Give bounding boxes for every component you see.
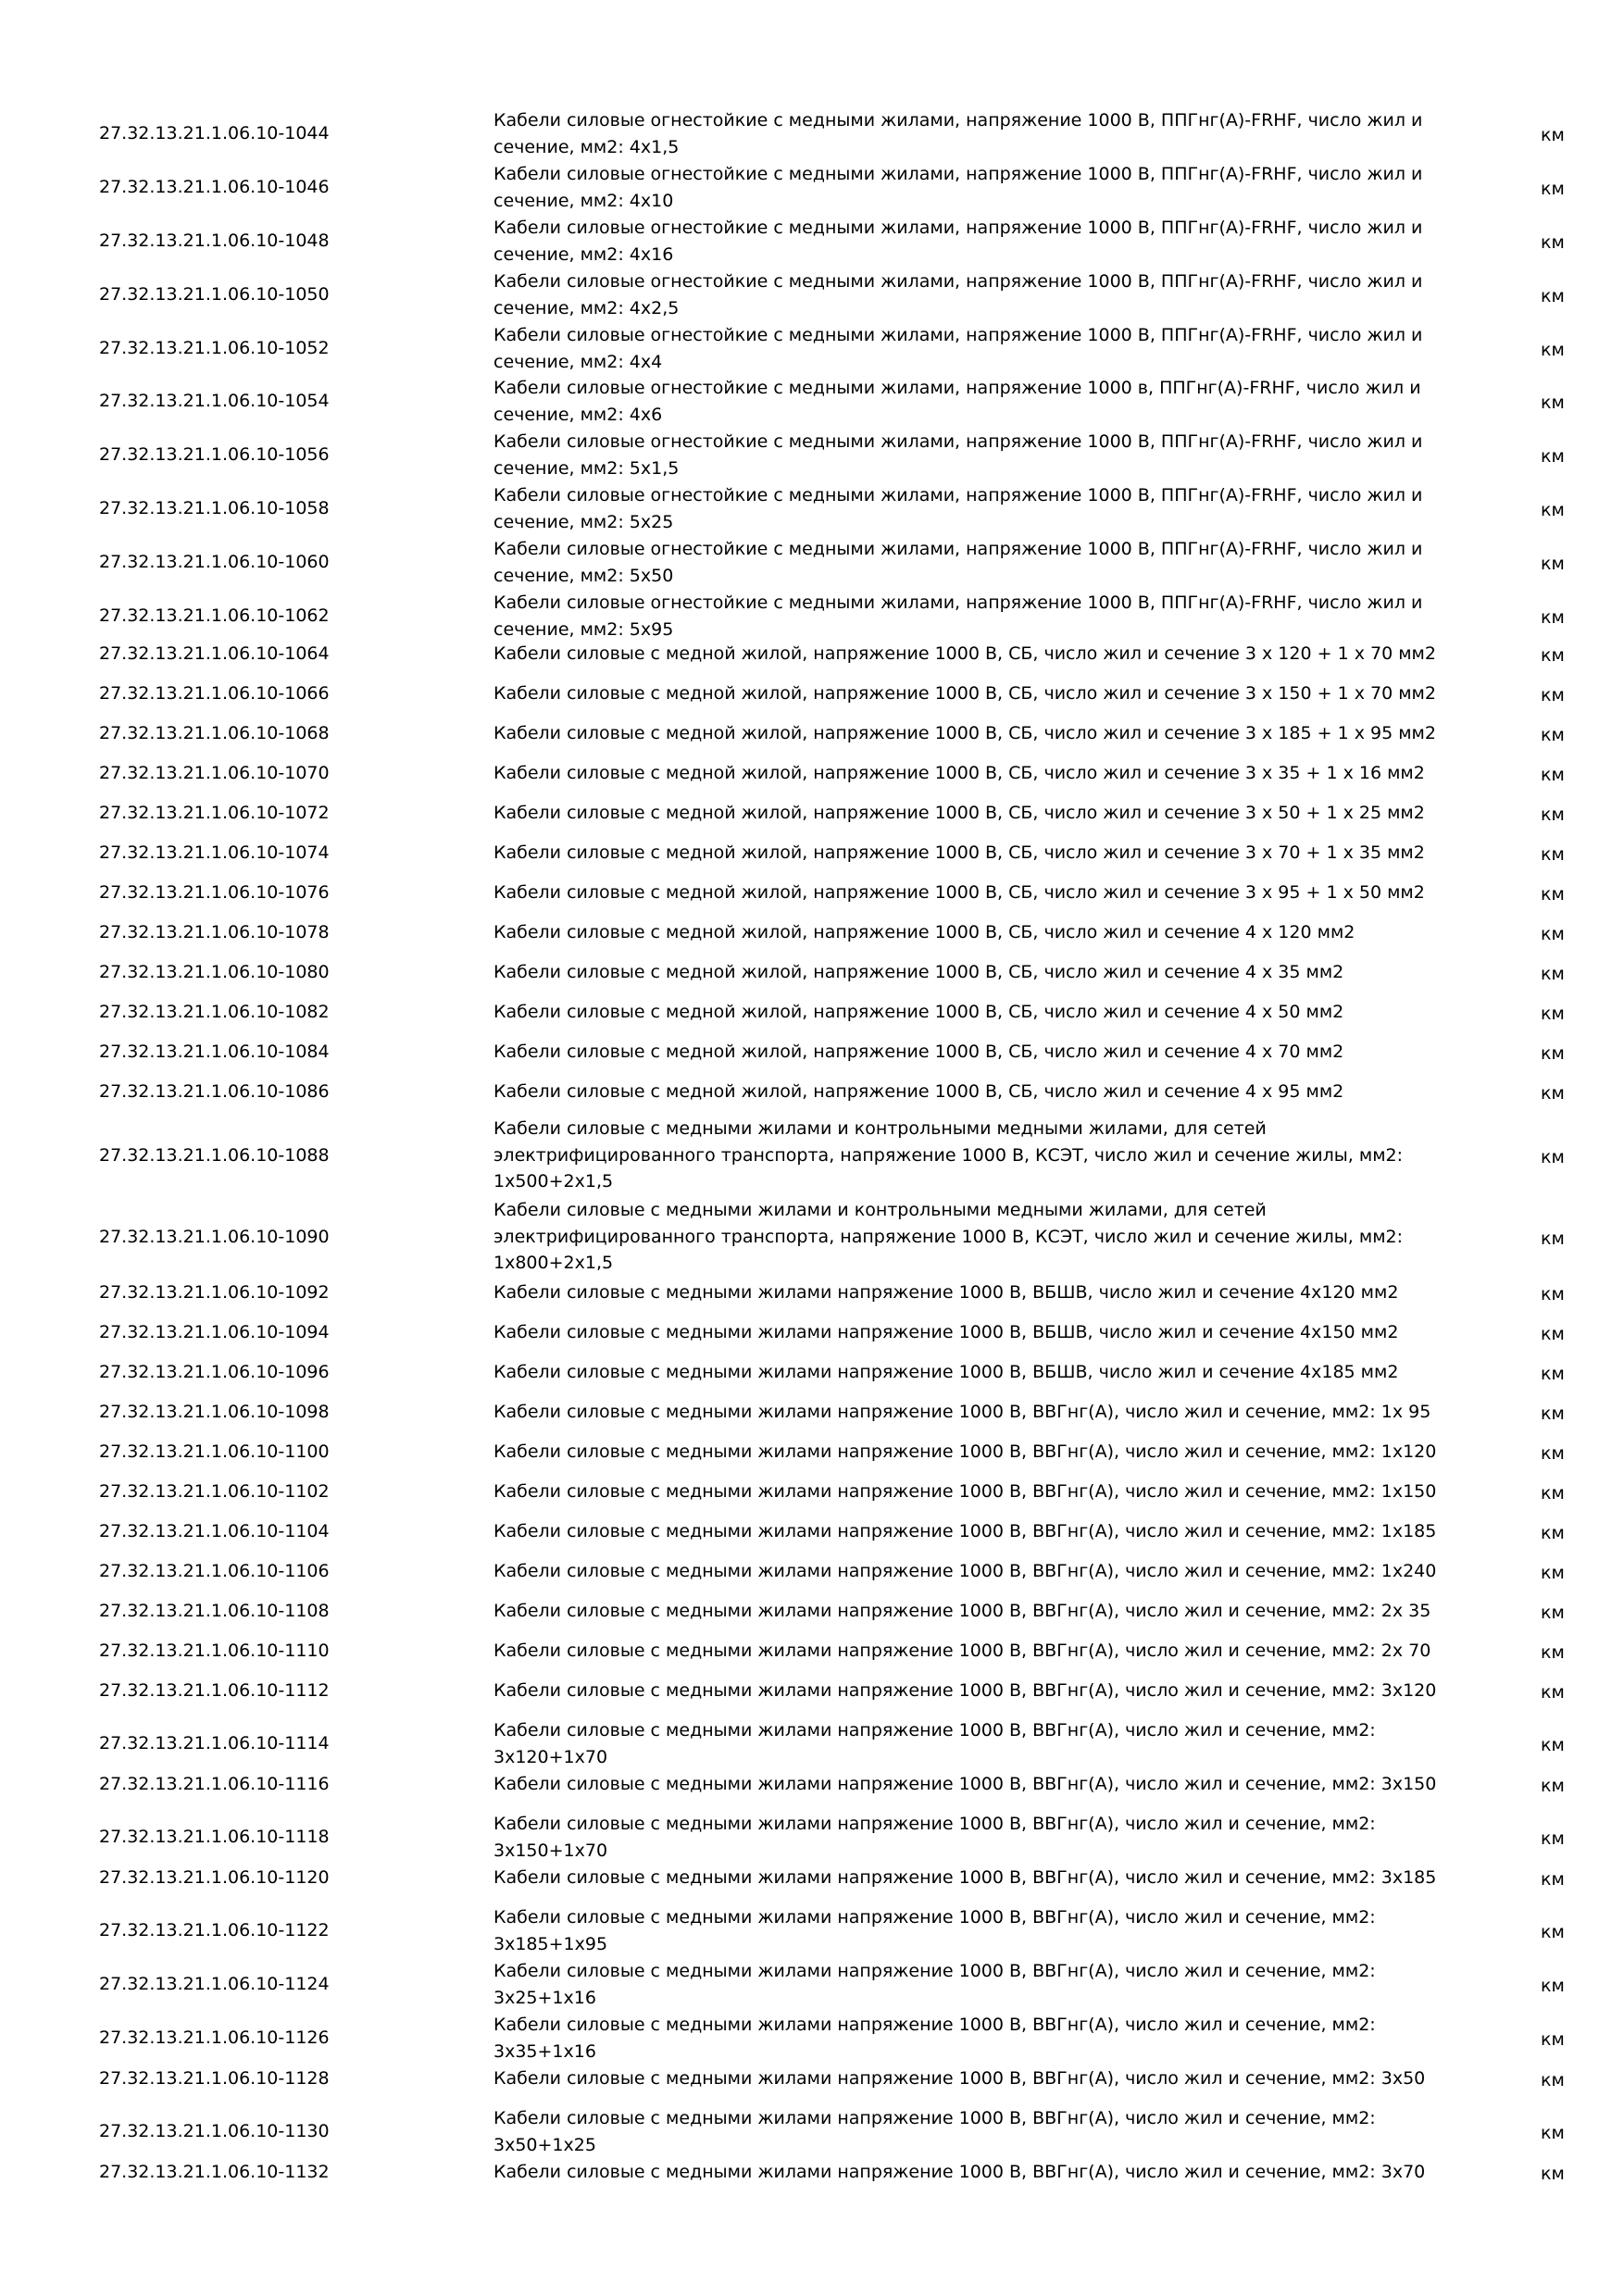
item-description: Кабели силовые с медной жилой, напряжение 1000 В, СБ, число жил и сечение 4 х 50 мм2 bbox=[493, 1002, 1344, 1022]
item-code: 27.32.13.21.1.06.10-1132 bbox=[99, 2162, 330, 2182]
table-row bbox=[0, 680, 1624, 707]
item-code: 27.32.13.21.1.06.10-1090 bbox=[99, 1226, 330, 1247]
item-unit: км bbox=[1541, 1735, 1565, 1756]
table-row bbox=[0, 1197, 1624, 1277]
table-row bbox=[0, 2159, 1624, 2186]
item-unit: км bbox=[1541, 1324, 1565, 1344]
item-code: 27.32.13.21.1.06.10-1100 bbox=[99, 1441, 330, 1462]
item-unit: км bbox=[1541, 1828, 1565, 1850]
table-row bbox=[0, 959, 1624, 986]
item-unit: км bbox=[1541, 685, 1565, 705]
table-row bbox=[0, 880, 1624, 906]
item-code: 27.32.13.21.1.06.10-1104 bbox=[99, 1521, 330, 1541]
item-unit: км bbox=[1541, 1483, 1565, 1504]
item-code: 27.32.13.21.1.06.10-1086 bbox=[99, 1081, 330, 1102]
item-description: Кабели силовые с медными жилами напряжение 1000 В, ВВГнг(А), число жил и сечение, мм2: 3х185+1х95 bbox=[493, 1907, 1376, 1954]
item-unit: км bbox=[1541, 1404, 1565, 1424]
item-unit: км bbox=[1541, 500, 1565, 521]
table-row bbox=[0, 375, 1624, 428]
item-unit: км bbox=[1541, 1642, 1565, 1663]
item-description: Кабели силовые с медной жилой, напряжение 1000 В, СБ, число жил и сечение 3 х 70 + 1 х 35 мм2 bbox=[493, 842, 1425, 863]
item-code: 27.32.13.21.1.06.10-1118 bbox=[99, 1827, 330, 1848]
table-row bbox=[0, 322, 1624, 375]
item-unit: км bbox=[1541, 1603, 1565, 1623]
item-description: Кабели силовые огнестойкие с медными жилами, напряжение 1000 В, ППГнг(А)-FRHF, число жил и сечение, мм2: 4х16 bbox=[493, 218, 1423, 265]
item-description: Кабели силовые с медной жилой, напряжение 1000 В, СБ, число жил и сечение 3 х 50 + 1 х 25 мм2 bbox=[493, 803, 1425, 823]
item-unit: км bbox=[1541, 2123, 1565, 2144]
item-code: 27.32.13.21.1.06.10-1056 bbox=[99, 444, 330, 466]
item-description: Кабели силовые с медными жилами напряжение 1000 В, ВВГнг(А), число жил и сечение, мм2: 3х120+1х70 bbox=[493, 1720, 1376, 1767]
item-description: Кабели силовые с медными жилами и контрольными медными жилами, для сетей электрифицированного транспорта, напряжение 1000 В, КСЭТ, число жил и сечение жилы, мм2: 1х500+2х1,5 bbox=[493, 1118, 1404, 1192]
item-code: 27.32.13.21.1.06.10-1068 bbox=[99, 723, 330, 743]
item-description: Кабели силовые огнестойкие с медными жилами, напряжение 1000 В, ППГнг(А)-FRHF, число жил и сечение, мм2: 5х25 bbox=[493, 485, 1423, 532]
item-description: Кабели силовые с медными жилами напряжение 1000 В, ВВГнг(А), число жил и сечение, мм2: 1х185 bbox=[493, 1521, 1437, 1541]
item-description: Кабели силовые с медными жилами напряжение 1000 В, ВВГнг(А), число жил и сечение, мм2: 2х 70 bbox=[493, 1641, 1431, 1661]
table-row bbox=[0, 1771, 1624, 1798]
table-row bbox=[0, 107, 1624, 160]
item-code: 27.32.13.21.1.06.10-1092 bbox=[99, 1282, 330, 1303]
item-code: 27.32.13.21.1.06.10-1108 bbox=[99, 1601, 330, 1621]
item-unit: км bbox=[1541, 1976, 1565, 1997]
item-unit: км bbox=[1541, 964, 1565, 984]
item-description: Кабели силовые с медными жилами напряжение 1000 В, ВВГнг(А), число жил и сечение, мм2: 3х150+1х70 bbox=[493, 1814, 1376, 1861]
table-row bbox=[0, 1638, 1624, 1665]
item-description: Кабели силовые огнестойкие с медными жилами, напряжение 1000 В, ППГнг(А)-FRHF, число жил и сечение, мм2: 4х10 bbox=[493, 164, 1423, 211]
item-code: 27.32.13.21.1.06.10-1096 bbox=[99, 1362, 330, 1382]
item-unit: км bbox=[1541, 2164, 1565, 2184]
item-code: 27.32.13.21.1.06.10-1130 bbox=[99, 2121, 330, 2142]
table-row bbox=[0, 1479, 1624, 1505]
item-code: 27.32.13.21.1.06.10-1110 bbox=[99, 1641, 330, 1661]
item-description: Кабели силовые с медной жилой, напряжение 1000 В, СБ, число жил и сечение 3 х 150 + 1 х 70 мм2 bbox=[493, 683, 1436, 704]
table-row bbox=[0, 2012, 1624, 2065]
table-row bbox=[0, 429, 1624, 481]
table-row bbox=[0, 1359, 1624, 1386]
item-description: Кабели силовые огнестойкие с медными жилами, напряжение 1000 В, ППГнг(А)-FRHF, число жил и сечение, мм2: 4х2,5 bbox=[493, 271, 1423, 318]
item-code: 27.32.13.21.1.06.10-1070 bbox=[99, 763, 330, 783]
item-unit: км bbox=[1541, 340, 1565, 361]
item-code: 27.32.13.21.1.06.10-1116 bbox=[99, 1774, 330, 1794]
item-description: Кабели силовые с медной жилой, напряжение 1000 В, СБ, число жил и сечение 4 х 120 мм2 bbox=[493, 922, 1355, 942]
item-code: 27.32.13.21.1.06.10-1098 bbox=[99, 1402, 330, 1422]
item-description: Кабели силовые огнестойкие с медными жилами, напряжение 1000 В, ППГнг(А)-FRHF, число жил и сечение, мм2: 5х1,5 bbox=[493, 431, 1423, 479]
item-unit: км bbox=[1541, 1563, 1565, 1583]
table-row bbox=[0, 760, 1624, 787]
item-description: Кабели силовые с медными жилами и контрольными медными жилами, для сетей электрифицированного транспорта, напряжение 1000 В, КСЭТ, число жил и сечение жилы, мм2: 1х800+2х1,5 bbox=[493, 1200, 1404, 1273]
item-description: Кабели силовые с медными жилами напряжение 1000 В, ВВГнг(А), число жил и сечение, мм2: 2х 35 bbox=[493, 1601, 1431, 1621]
item-code: 27.32.13.21.1.06.10-1078 bbox=[99, 922, 330, 942]
item-code: 27.32.13.21.1.06.10-1082 bbox=[99, 1002, 330, 1022]
item-description: Кабели силовые с медной жилой, напряжение 1000 В, СБ, число жил и сечение 3 х 185 + 1 х 95 мм2 bbox=[493, 723, 1436, 743]
item-unit: км bbox=[1541, 844, 1565, 865]
item-code: 27.32.13.21.1.06.10-1072 bbox=[99, 803, 330, 823]
item-code: 27.32.13.21.1.06.10-1058 bbox=[99, 498, 330, 519]
item-unit: км bbox=[1541, 232, 1565, 254]
item-unit: км bbox=[1541, 725, 1565, 745]
item-code: 27.32.13.21.1.06.10-1074 bbox=[99, 842, 330, 863]
table-row bbox=[0, 1678, 1624, 1704]
item-description: Кабели силовые с медными жилами напряжение 1000 В, ВБШВ, число жил и сечение 4х150 мм2 bbox=[493, 1322, 1399, 1342]
item-description: Кабели силовые огнестойкие с медными жилами, напряжение 1000 В, ППГнг(А)-FRHF, число жил и сечение, мм2: 4х4 bbox=[493, 325, 1423, 372]
item-description: Кабели силовые огнестойкие с медными жилами, напряжение 1000 В, ППГнг(А)-FRHF, число жил и сечение, мм2: 4х1,5 bbox=[493, 110, 1423, 157]
item-unit: км bbox=[1541, 179, 1565, 200]
item-code: 27.32.13.21.1.06.10-1050 bbox=[99, 284, 330, 306]
item-unit: км bbox=[1541, 125, 1565, 146]
item-code: 27.32.13.21.1.06.10-1084 bbox=[99, 1042, 330, 1062]
item-code: 27.32.13.21.1.06.10-1122 bbox=[99, 1920, 330, 1941]
item-unit: км bbox=[1541, 607, 1565, 629]
item-unit: км bbox=[1541, 645, 1565, 666]
item-unit: км bbox=[1541, 1922, 1565, 1943]
item-code: 27.32.13.21.1.06.10-1062 bbox=[99, 605, 330, 627]
table-row bbox=[0, 1717, 1624, 1770]
table-row bbox=[0, 2105, 1624, 2158]
table-row bbox=[0, 1319, 1624, 1346]
item-code: 27.32.13.21.1.06.10-1088 bbox=[99, 1144, 330, 1166]
item-unit: км bbox=[1541, 1284, 1565, 1304]
item-unit: км bbox=[1541, 1682, 1565, 1703]
table-row bbox=[0, 1598, 1624, 1625]
table-row bbox=[0, 840, 1624, 867]
item-description: Кабели силовые с медными жилами напряжение 1000 В, ВВГнг(А), число жил и сечение, мм2: 3х50 bbox=[493, 2068, 1426, 2089]
item-unit: км bbox=[1541, 1776, 1565, 1796]
table-row bbox=[0, 161, 1624, 214]
item-description: Кабели силовые с медной жилой, напряжение 1000 В, СБ, число жил и сечение 3 х 35 + 1 х 16 мм2 bbox=[493, 763, 1425, 783]
table-row bbox=[0, 2065, 1624, 2092]
item-code: 27.32.13.21.1.06.10-1126 bbox=[99, 2028, 330, 2049]
item-description: Кабели силовые с медными жилами напряжение 1000 В, ВВГнг(А), число жил и сечение, мм2: 3х25+1х16 bbox=[493, 1961, 1376, 2008]
item-unit: км bbox=[1541, 924, 1565, 944]
item-code: 27.32.13.21.1.06.10-1114 bbox=[99, 1733, 330, 1754]
item-code: 27.32.13.21.1.06.10-1094 bbox=[99, 1322, 330, 1342]
table-row bbox=[0, 1958, 1624, 2011]
table-row bbox=[0, 1039, 1624, 1066]
item-unit: км bbox=[1541, 1869, 1565, 1890]
item-description: Кабели силовые огнестойкие с медными жилами, напряжение 1000 В, ППГнг(А)-FRHF, число жил и сечение, мм2: 5х50 bbox=[493, 539, 1423, 586]
table-row bbox=[0, 590, 1624, 643]
item-unit: км bbox=[1541, 2029, 1565, 2051]
item-description: Кабели силовые с медной жилой, напряжение 1000 В, СБ, число жил и сечение 3 х 120 + 1 х 70 мм2 bbox=[493, 643, 1436, 664]
item-description: Кабели силовые с медными жилами напряжение 1000 В, ВВГнг(А), число жил и сечение, мм2: 1х150 bbox=[493, 1481, 1437, 1502]
item-unit: км bbox=[1541, 446, 1565, 468]
item-unit: км bbox=[1541, 1228, 1565, 1249]
item-unit: км bbox=[1541, 1004, 1565, 1024]
item-unit: км bbox=[1541, 765, 1565, 785]
item-description: Кабели силовые с медными жилами напряжение 1000 В, ВВГнг(А), число жил и сечение, мм2: 3х150 bbox=[493, 1774, 1437, 1794]
table-row bbox=[0, 720, 1624, 747]
item-code: 27.32.13.21.1.06.10-1076 bbox=[99, 882, 330, 903]
item-unit: км bbox=[1541, 884, 1565, 905]
table-row bbox=[0, 482, 1624, 535]
table-row bbox=[0, 800, 1624, 827]
item-description: Кабели силовые с медными жилами напряжение 1000 В, ВВГнг(А), число жил и сечение, мм2: 3х185 bbox=[493, 1867, 1437, 1888]
item-unit: км bbox=[1541, 2070, 1565, 2090]
table-row bbox=[0, 1439, 1624, 1466]
table-row bbox=[0, 1079, 1624, 1105]
item-description: Кабели силовые с медными жилами напряжение 1000 В, ВВГнг(А), число жил и сечение, мм2: 3х120 bbox=[493, 1680, 1437, 1701]
item-description: Кабели силовые с медными жилами напряжение 1000 В, ВБШВ, число жил и сечение 4х185 мм2 bbox=[493, 1362, 1399, 1382]
item-unit: км bbox=[1541, 1146, 1565, 1167]
table-row bbox=[0, 919, 1624, 946]
item-code: 27.32.13.21.1.06.10-1044 bbox=[99, 123, 330, 144]
item-code: 27.32.13.21.1.06.10-1064 bbox=[99, 643, 330, 664]
item-description: Кабели силовые с медными жилами напряжение 1000 В, ВВГнг(А), число жил и сечение, мм2: 3х50+1х25 bbox=[493, 2108, 1376, 2155]
item-description: Кабели силовые с медной жилой, напряжение 1000 В, СБ, число жил и сечение 4 х 35 мм2 bbox=[493, 962, 1344, 982]
item-code: 27.32.13.21.1.06.10-1066 bbox=[99, 683, 330, 704]
item-code: 27.32.13.21.1.06.10-1054 bbox=[99, 391, 330, 412]
table-row bbox=[0, 1279, 1624, 1306]
item-code: 27.32.13.21.1.06.10-1052 bbox=[99, 338, 330, 359]
table-row bbox=[0, 1116, 1624, 1195]
item-description: Кабели силовые с медными жилами напряжение 1000 В, ВВГнг(А), число жил и сечение, мм2: 1х240 bbox=[493, 1561, 1437, 1581]
item-unit: км bbox=[1541, 1364, 1565, 1384]
table-row bbox=[0, 1811, 1624, 1864]
item-code: 27.32.13.21.1.06.10-1128 bbox=[99, 2068, 330, 2089]
item-description: Кабели силовые огнестойкие с медными жилами, напряжение 1000 в, ППГнг(А)-FRHF, число жил и сечение, мм2: 4х6 bbox=[493, 378, 1421, 425]
item-code: 27.32.13.21.1.06.10-1046 bbox=[99, 177, 330, 198]
table-row bbox=[0, 1904, 1624, 1957]
table-row bbox=[0, 268, 1624, 321]
item-unit: км bbox=[1541, 805, 1565, 825]
table-row bbox=[0, 999, 1624, 1026]
table-row bbox=[0, 1518, 1624, 1545]
item-unit: км bbox=[1541, 1043, 1565, 1064]
item-code: 27.32.13.21.1.06.10-1048 bbox=[99, 231, 330, 252]
item-description: Кабели силовые с медными жилами напряжение 1000 В, ВВГнг(А), число жил и сечение, мм2: 3х35+1х16 bbox=[493, 2015, 1376, 2062]
table-row bbox=[0, 536, 1624, 589]
item-code: 27.32.13.21.1.06.10-1060 bbox=[99, 552, 330, 573]
table-row bbox=[0, 641, 1624, 668]
item-description: Кабели силовые с медными жилами напряжение 1000 В, ВВГнг(А), число жил и сечение, мм2: 1х 95 bbox=[493, 1402, 1431, 1422]
item-description: Кабели силовые огнестойкие с медными жилами, напряжение 1000 В, ППГнг(А)-FRHF, число жил и сечение, мм2: 5х95 bbox=[493, 593, 1423, 640]
item-unit: км bbox=[1541, 286, 1565, 307]
item-code: 27.32.13.21.1.06.10-1106 bbox=[99, 1561, 330, 1581]
item-unit: км bbox=[1541, 393, 1565, 414]
item-description: Кабели силовые с медными жилами напряжение 1000 В, ВВГнг(А), число жил и сечение, мм2: 1х120 bbox=[493, 1441, 1437, 1462]
item-code: 27.32.13.21.1.06.10-1080 bbox=[99, 962, 330, 982]
table-row bbox=[0, 1865, 1624, 1891]
item-code: 27.32.13.21.1.06.10-1124 bbox=[99, 1974, 330, 1995]
table-row bbox=[0, 1558, 1624, 1585]
item-code: 27.32.13.21.1.06.10-1112 bbox=[99, 1680, 330, 1701]
item-unit: км bbox=[1541, 1523, 1565, 1543]
item-unit: км bbox=[1541, 554, 1565, 575]
item-description: Кабели силовые с медными жилами напряжение 1000 В, ВВГнг(А), число жил и сечение, мм2: 3х70 bbox=[493, 2162, 1426, 2182]
item-unit: км bbox=[1541, 1083, 1565, 1104]
table-row bbox=[0, 1399, 1624, 1426]
item-unit: км bbox=[1541, 1443, 1565, 1464]
item-description: Кабели силовые с медной жилой, напряжение 1000 В, СБ, число жил и сечение 4 х 70 мм2 bbox=[493, 1042, 1344, 1062]
item-description: Кабели силовые с медной жилой, напряжение 1000 В, СБ, число жил и сечение 3 х 95 + 1 х 50 мм2 bbox=[493, 882, 1425, 903]
item-description: Кабели силовые с медной жилой, напряжение 1000 В, СБ, число жил и сечение 4 х 95 мм2 bbox=[493, 1081, 1344, 1102]
item-code: 27.32.13.21.1.06.10-1120 bbox=[99, 1867, 330, 1888]
item-code: 27.32.13.21.1.06.10-1102 bbox=[99, 1481, 330, 1502]
table-row bbox=[0, 215, 1624, 268]
item-description: Кабели силовые с медными жилами напряжение 1000 В, ВБШВ, число жил и сечение 4х120 мм2 bbox=[493, 1282, 1399, 1303]
